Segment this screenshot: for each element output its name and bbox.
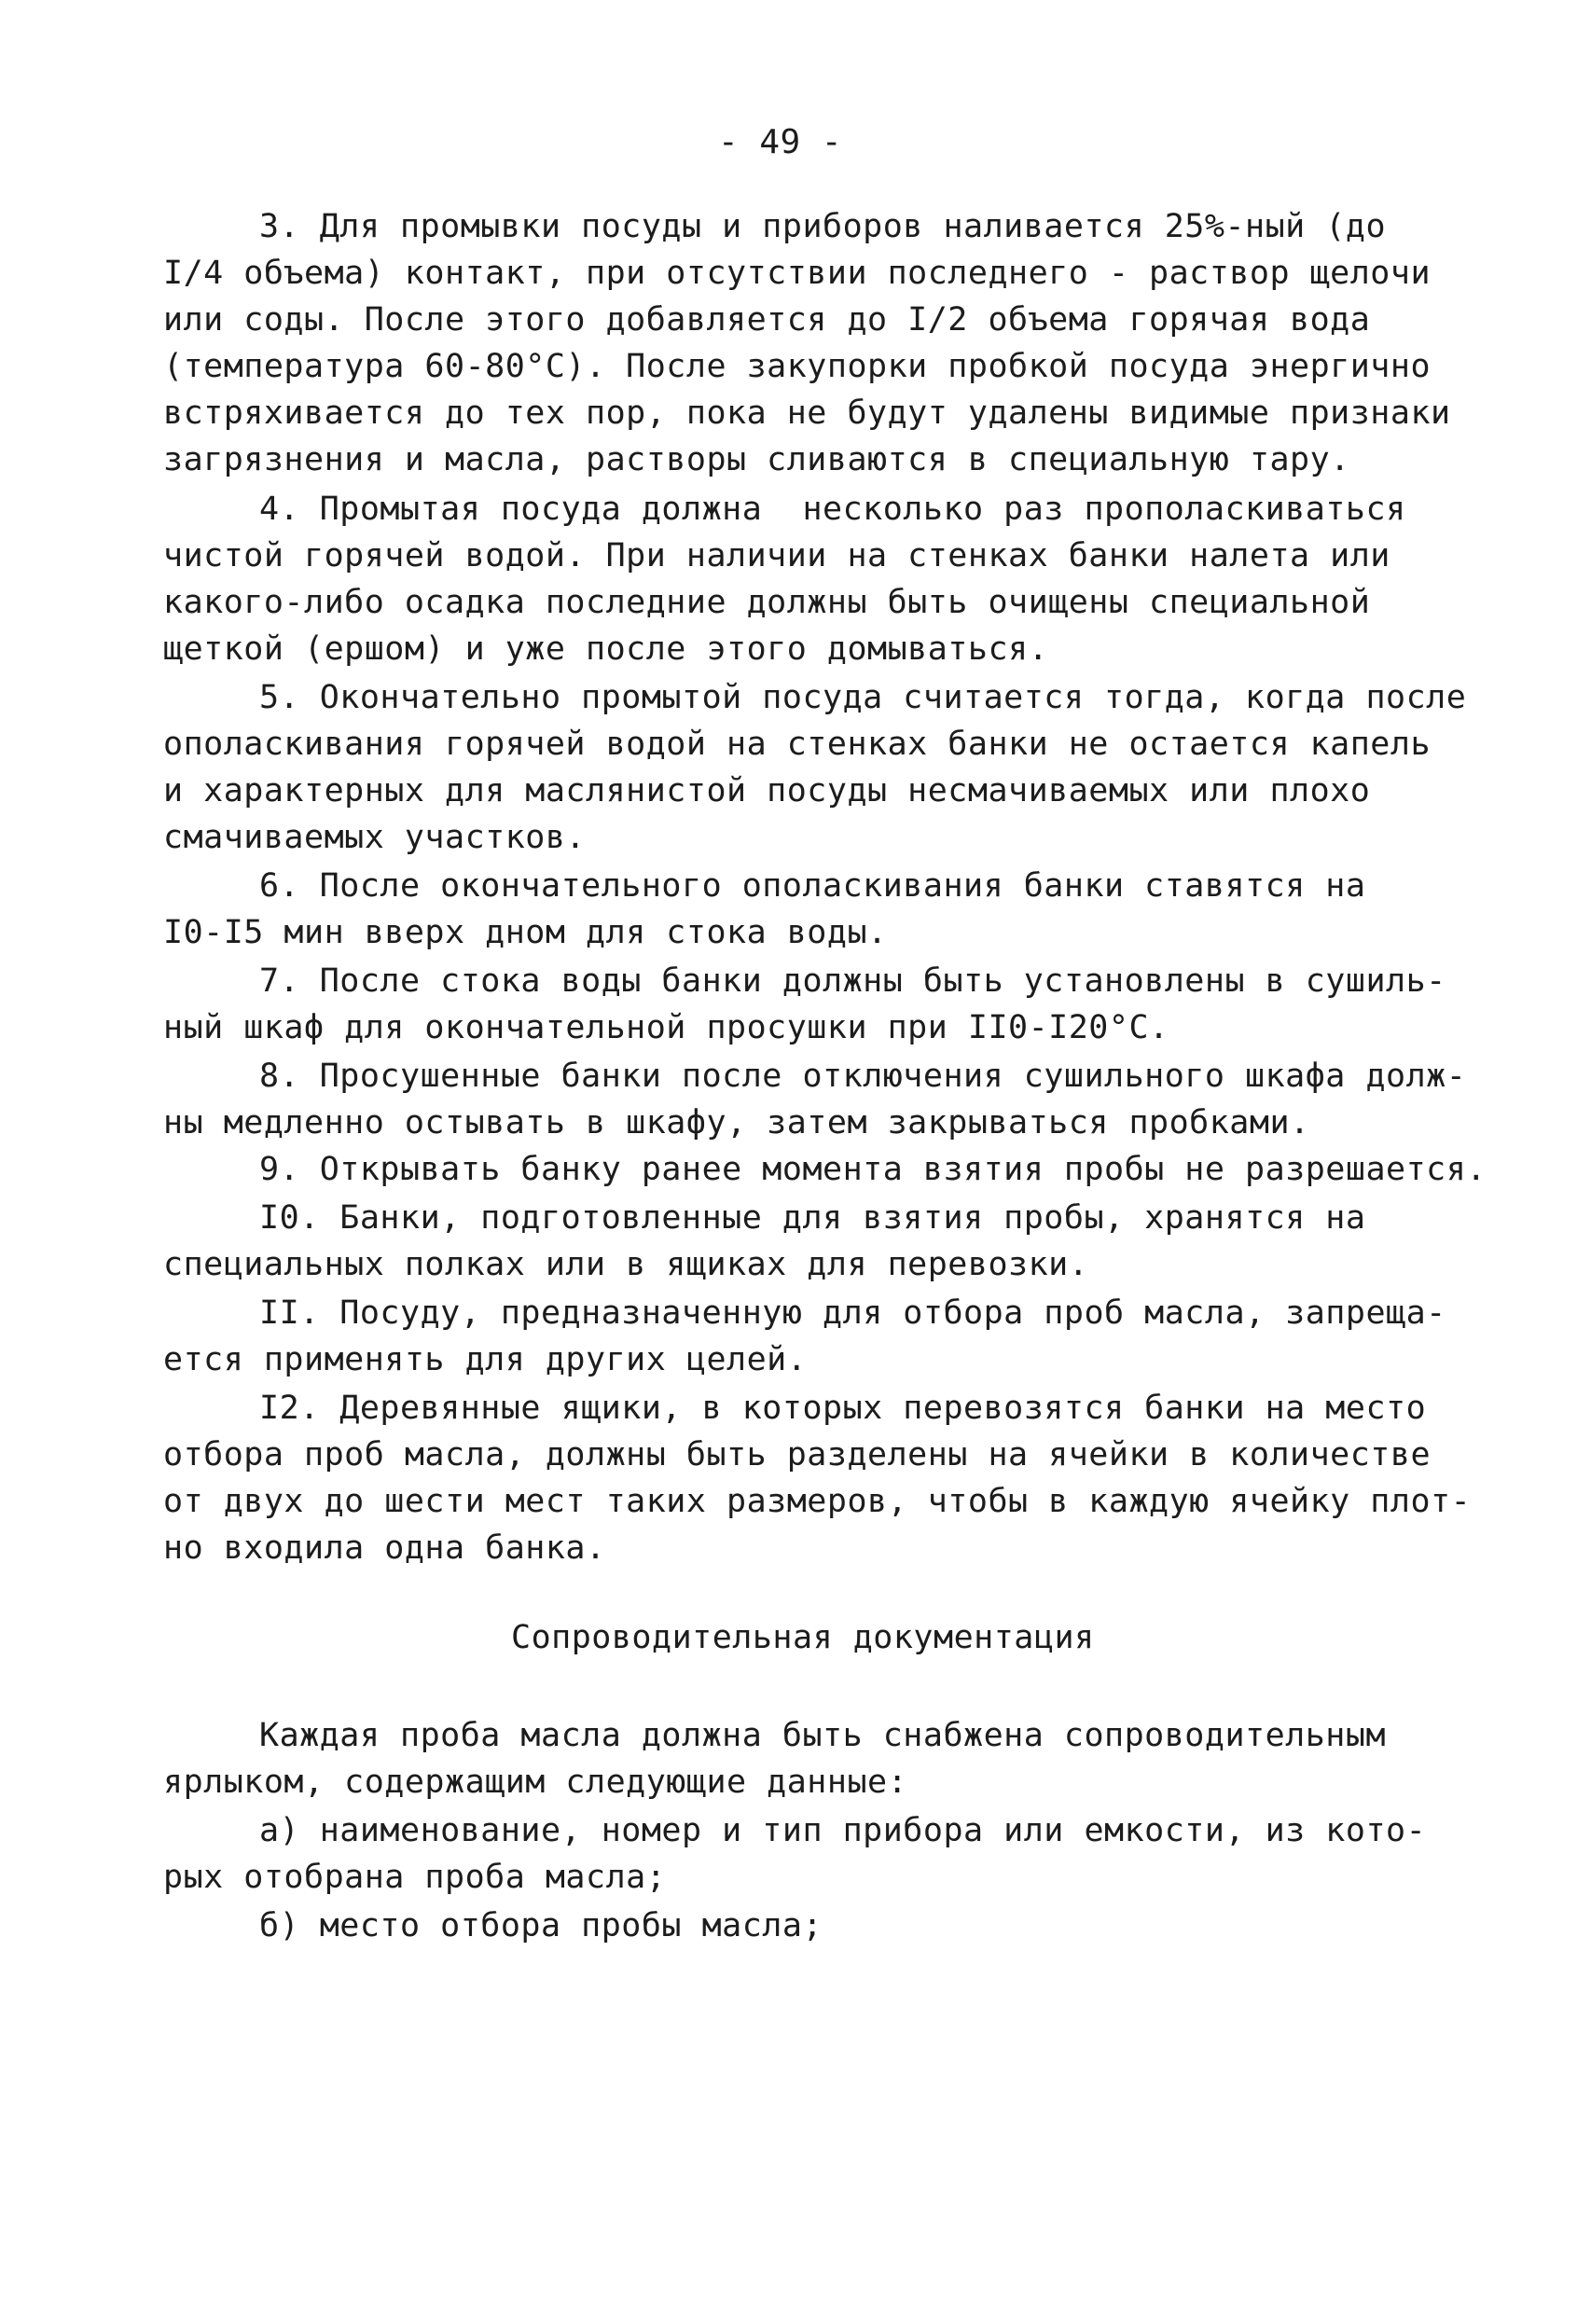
item-5-line-3: и характерных для маслянистой посуды несмачиваемых или плохо	[163, 772, 1371, 809]
item-5-line-2: ополаскивания горячей водой на стенках банки не остается капель	[163, 726, 1432, 763]
item-4-line-4: щеткой (ершом) и уже после этого домываться.	[163, 630, 1049, 668]
section-intro-line-2: ярлыком, содержащим следующие данные:	[163, 1764, 908, 1801]
item-12-line-2: отбора проб масла, должны быть разделены на ячейки в количестве	[163, 1436, 1432, 1473]
item-4-line-2: чистой горячей водой. При наличии на стенках банки налета или	[163, 537, 1390, 574]
item-8-line-2: ны медленно остывать в шкафу, затем закрываться пробками.	[163, 1104, 1310, 1141]
item-3-line-6: загрязнения и масла, растворы сливаются в специальную тару.	[163, 441, 1350, 478]
item-a-line-1: а) наименование, номер и тип прибора или емкости, из кото-	[259, 1812, 1427, 1849]
item-12-line-1: I2. Деревянные ящики, в которых перевозятся банки на место	[259, 1390, 1427, 1427]
item-3-line-5: встряхивается до тех пор, пока не будут удалены видимые признаки	[163, 394, 1451, 432]
item-4-line-1: 4. Промытая посуда должна несколько раз прополаскиваться	[259, 491, 1406, 528]
item-8-line-1: 8. Просушенные банки после отключения сушильного шкафа долж-	[259, 1058, 1467, 1095]
item-10-line-2: специальных полках или в ящиках для перевозки.	[163, 1246, 1089, 1283]
item-11-line-2: ется применять для других целей.	[163, 1341, 808, 1378]
item-9-line-1: 9. Открывать банку ранее момента взятия пробы не разрешается.	[259, 1151, 1487, 1188]
item-7-line-1: 7. После стока воды банки должны быть установлены в сушиль-	[259, 962, 1446, 1000]
item-11-line-1: II. Посуду, предназначенную для отбора проб масла, запреща-	[259, 1294, 1446, 1332]
item-3-line-1: 3. Для промывки посуды и приборов наливается 25%-ный (до	[259, 208, 1387, 245]
item-5-line-1: 5. Окончательно промытой посуда считается тогда, когда после	[259, 679, 1467, 716]
item-3-line-3: или соды. После этого добавляется до I/2 объема горячая вода	[163, 301, 1371, 339]
section-intro-line-1: Каждая проба масла должна быть снабжена сопроводительным	[259, 1717, 1387, 1754]
item-10-line-1: I0. Банки, подготовленные для взятия пробы, хранятся на	[259, 1199, 1366, 1237]
item-a-line-2: рых отобрана проба масла;	[163, 1859, 667, 1896]
item-12-line-3: от двух до шести мест таких размеров, чтобы в каждую ячейку плот-	[163, 1483, 1472, 1520]
item-5-line-4: смачиваемых участков.	[163, 819, 587, 856]
item-3-line-4: (температура 60-80°С). После закупорки пробкой посуда энергично	[163, 348, 1432, 385]
item-7-line-2: ный шкаф для окончательной просушки при II0-I20°С.	[163, 1009, 1169, 1046]
item-6-line-2: I0-I5 мин вверх дном для стока воды.	[163, 914, 888, 951]
section-heading: Сопроводительная документация	[511, 1619, 1095, 1656]
item-3-line-2: I/4 объема) контакт, при отсутствии последнего - раствор щелочи	[163, 255, 1432, 292]
item-b-line-1: б) место отбора пробы масла;	[259, 1907, 823, 1944]
item-6-line-1: 6. После окончательного ополаскивания банки ставятся на	[259, 867, 1366, 905]
item-4-line-3: какого-либо осадка последние должны быть очищены специальной	[163, 584, 1371, 621]
item-12-line-4: но входила одна банка.	[163, 1529, 606, 1567]
page-number: - 49 -	[718, 123, 843, 161]
